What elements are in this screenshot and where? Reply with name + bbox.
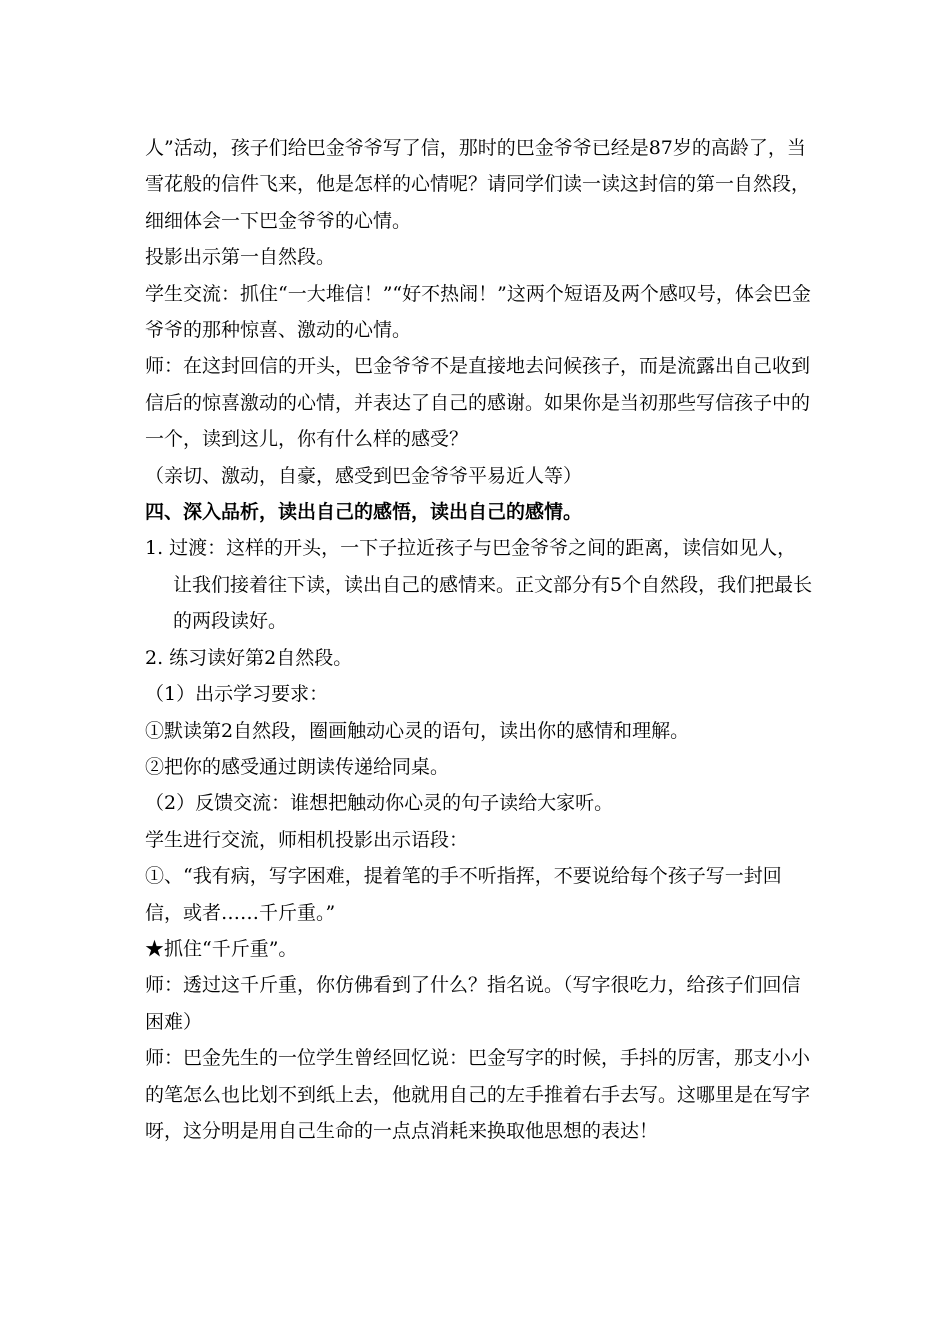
sub-item-requirements: （1）出示学习要求： <box>145 683 329 706</box>
list-item-practice: 2. 练习读好第2自然段。 <box>145 646 353 669</box>
paragraph-student-sharing: 学生进行交流，师相机投影出示语段： <box>145 828 469 851</box>
document-body <box>145 130 815 1149</box>
paragraph-teacher-recollection: 师：巴金先生的一位学生曾经回忆说：巴金写字的时候，手抖的厉害，那支小小的笔怎么也比划不到纸上去，他就用自己的左手推着右手去写。这哪里是在写字呀，这分明是用自己生命的一点点消耗来换取他思想的表达！ <box>145 1047 811 1142</box>
paragraph-teacher-question: 师：在这封回信的开头，巴金爷爷不是直接地去问候孩子，而是流露出自己收到信后的惊喜激动的心情，并表达了自己的感谢。如果你是当初那些写信孩子中的一个，读到这儿，你有什么样的感受？ <box>145 355 811 451</box>
requirement-1: ①默读第2自然段，圈画触动心灵的语句，读出你的感情和理解。 <box>145 719 690 742</box>
sub-item-feedback: （2）反馈交流：谁想把触动你心灵的句子读给大家听。 <box>145 792 614 815</box>
list-item-transition: 1. 过渡：这样的开头，一下子拉近孩子与巴金爷爷之间的距离，读信如见人，让我们接着往下读，读出自己的感情来。正文部分有5个自然段，我们把最长的两段读好。 <box>145 537 813 633</box>
paragraph-projection: 投影出示第一自然段。 <box>145 246 336 269</box>
focus-point: ★抓住“千斤重”。 <box>145 937 298 960</box>
paragraph-teacher-prompt: 师：透过这千斤重，你仿佛看到了什么？指名说。（写字很吃力，给孩子们回信困难） <box>145 974 801 1033</box>
quote-passage: ①、“我有病，写字困难，提着笔的手不听指挥，不要说给每个孩子写一封回信，或者……千斤重。” <box>145 865 782 924</box>
paragraph-intro-letter: 人”活动，孩子们给巴金爷爷写了信，那时的巴金爷爷已经是87岁的高龄了，当雪花般的信件飞来，他是怎样的心情呢？请同学们读一读这封信的第一自然段，细细体会一下巴金爷爷的心情。 <box>145 137 811 232</box>
paragraph-answer-note: （亲切、激动，自豪，感受到巴金爷爷平易近人等） <box>145 464 583 487</box>
requirement-2: ②把你的感受通过朗读传递给同桌。 <box>145 755 450 778</box>
section-heading: 四、深入品析，读出自己的感悟，读出自己的感情。 <box>145 501 583 524</box>
paragraph-student-exchange: 学生交流：抓住“一大堆信！”“好不热闹！”这两个短语及两个感叹号，体会巴金爷爷的那种惊喜、激动的心情。 <box>145 282 811 342</box>
